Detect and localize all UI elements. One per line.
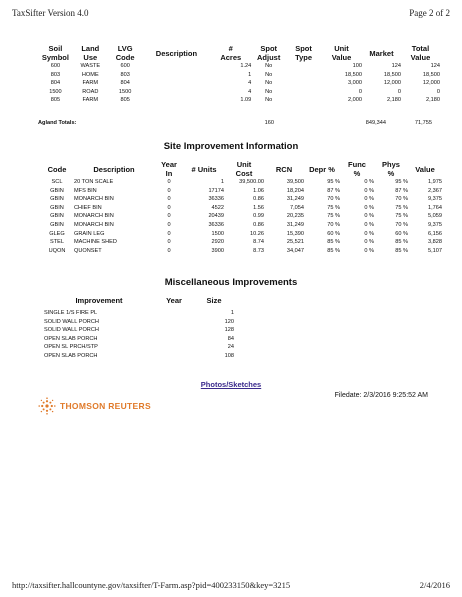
cell-func: 0 % — [364, 247, 374, 254]
cell-spot-type — [286, 96, 321, 105]
cell-market: 0 — [397, 88, 401, 95]
cell-phys: 95 % — [395, 179, 408, 185]
cell-year — [154, 343, 194, 352]
filedate: Filedate: 2/3/2016 9:25:52 AM — [334, 392, 428, 399]
cell-improvement: SOLID WALL PORCH — [44, 318, 99, 325]
footer-url: http://taxsifter.hallcountyne.gov/taxsifter/T-Farm.asp?pid=400233150&key=3215 — [12, 580, 291, 590]
site-title: Site Improvement Information — [163, 141, 299, 152]
cell-func: 0 % — [364, 230, 374, 237]
cell-code: GLEG — [49, 230, 65, 237]
cell-description — [143, 88, 211, 97]
cell-value: 2,367 — [428, 187, 442, 194]
cell-depr: 75 % — [327, 204, 340, 211]
col-size: Size — [206, 296, 222, 305]
cell-rcn: 18,204 — [286, 187, 304, 194]
thomson-reuters-logo-icon — [38, 397, 56, 415]
table-row — [38, 71, 440, 80]
cell-total-value: 0 — [436, 88, 440, 95]
table-row — [44, 309, 234, 318]
cell-year-in: 0 — [167, 221, 171, 228]
cell-units: 20439 — [208, 213, 224, 220]
misc-title: Miscellaneous Improvements — [164, 277, 298, 288]
cell-description: MONARCH BIN — [74, 213, 114, 220]
cell-func: 0 % — [364, 196, 374, 203]
cell-soil-symbol: 1500 — [49, 88, 62, 95]
cell-unit-cost: 8.73 — [253, 247, 264, 254]
cell-unit-cost: 8.74 — [253, 239, 264, 246]
table-row — [40, 187, 442, 196]
misc-table — [44, 296, 234, 361]
col-spot-adjust: Spot Adjust — [257, 44, 281, 62]
cell-units: 3900 — [211, 247, 224, 254]
cell-description — [143, 71, 211, 80]
cell-value: 5,107 — [428, 247, 442, 254]
cell-code: SCL — [51, 179, 63, 185]
cell-unit-cost: 1.06 — [253, 187, 264, 194]
cell-value: 9,375 — [428, 221, 442, 228]
cell-unit-cost: 0.86 — [253, 221, 264, 228]
app-title: TaxSifter Version 4.0 — [12, 8, 89, 18]
cell-lvg-code: 803 — [120, 71, 130, 78]
table-row — [40, 238, 442, 247]
cell-units: 1 — [220, 179, 224, 185]
cell-land-use: WASTE — [80, 63, 101, 69]
photos-sketches-link[interactable]: Photos/Sketches — [200, 380, 262, 389]
cell-depr: 85 % — [327, 247, 340, 254]
cell-value: 3,828 — [428, 239, 442, 246]
cell-phys: 70 % — [395, 196, 408, 203]
cell-unit-cost: 0.86 — [253, 196, 264, 203]
cell-spot-type — [286, 88, 321, 97]
cell-rcn: 15,390 — [286, 230, 304, 237]
cell-soil-symbol: 803 — [50, 71, 61, 78]
cell-rcn: 25,521 — [286, 239, 304, 246]
cell-unit-value: 100 — [352, 63, 362, 69]
table-row — [40, 212, 442, 221]
cell-rcn: 31,249 — [286, 221, 304, 228]
cell-year — [154, 352, 194, 361]
col-year: Year — [166, 296, 182, 305]
cell-units: 2920 — [211, 239, 224, 246]
col-func: Func % — [348, 160, 366, 178]
col-total-value: Total Value — [410, 44, 431, 62]
cell-depr: 85 % — [327, 239, 340, 246]
cell-year-in: 0 — [167, 247, 171, 254]
cell-phys: 85 % — [395, 247, 408, 254]
agland-header — [38, 44, 440, 62]
table-row — [40, 178, 442, 187]
col-rcn: RCN — [275, 164, 293, 174]
cell-land-use: ROAD — [82, 88, 99, 95]
col-soil-symbol: Soil Symbol — [41, 44, 69, 62]
agland-totals-total: 71,755 — [414, 120, 432, 126]
cell-year — [154, 326, 194, 335]
cell-description: GRAIN LEG — [74, 230, 105, 237]
cell-depr: 87 % — [327, 187, 340, 194]
cell-depr: 70 % — [327, 221, 340, 228]
cell-soil-symbol: 804 — [50, 80, 61, 87]
cell-acres: 4 — [248, 88, 252, 95]
cell-units: 36336 — [208, 196, 224, 203]
page-label: Page 2 of 2 — [409, 8, 450, 18]
cell-spot-adjust: No — [265, 71, 273, 78]
cell-description: MONARCH BIN — [74, 221, 114, 228]
cell-description: MFS BIN — [74, 187, 97, 194]
site-header — [40, 160, 442, 178]
cell-market: 2,180 — [386, 97, 401, 104]
cell-year-in: 0 — [167, 179, 171, 185]
cell-unit-value: 2,000 — [348, 97, 362, 104]
cell-depr: 60 % — [327, 230, 340, 237]
cell-spot-type — [286, 62, 321, 71]
cell-size: 108 — [224, 352, 234, 359]
cell-total-value: 124 — [430, 63, 440, 69]
cell-func: 0 % — [364, 187, 374, 194]
cell-description: CHIEF BIN — [74, 204, 102, 211]
cell-unit-cost: 39,500.00 — [239, 179, 264, 185]
cell-code: GBIN — [50, 221, 64, 228]
cell-code: STEL — [50, 239, 64, 246]
cell-func: 0 % — [364, 221, 374, 228]
col-market: Market — [369, 48, 394, 58]
cell-units: 17174 — [208, 187, 224, 194]
cell-size: 24 — [227, 344, 234, 351]
cell-spot-type — [286, 79, 321, 88]
cell-func: 0 % — [364, 213, 374, 220]
cell-total-value: 12,000 — [422, 80, 440, 87]
cell-lvg-code: 1500 — [118, 88, 132, 95]
cell-phys: 85 % — [395, 239, 408, 246]
col-lvg-code: LVG Code — [115, 44, 135, 62]
cell-unit-cost: 0.99 — [253, 213, 264, 220]
cell-lvg-code: 805 — [120, 97, 130, 104]
footer-date: 2/4/2016 — [419, 580, 450, 590]
cell-improvement: OPEN SL PRCH/STP — [44, 344, 98, 351]
cell-description — [143, 96, 211, 105]
cell-spot-adjust: No — [265, 88, 273, 95]
col-unit-value: Unit Value — [331, 44, 352, 62]
cell-code: UQON — [48, 247, 66, 254]
cell-phys: 87 % — [395, 187, 408, 194]
cell-code: GBIN — [50, 204, 64, 211]
cell-phys: 60 % — [395, 230, 408, 237]
cell-func: 0 % — [364, 204, 374, 211]
cell-rcn: 39,500 — [286, 179, 304, 185]
cell-improvement: SINGLE 1/S FIRE PL — [44, 310, 98, 316]
cell-description — [143, 79, 211, 88]
cell-value: 6,156 — [428, 230, 442, 237]
cell-soil-symbol: 600 — [50, 63, 61, 69]
cell-code: GBIN — [50, 187, 64, 194]
col-land-use: Land Use — [81, 44, 100, 62]
cell-market: 12,000 — [383, 80, 401, 87]
cell-value: 9,375 — [428, 196, 442, 203]
table-row — [38, 96, 440, 105]
cell-unit-value: 0 — [358, 88, 362, 95]
cell-depr: 75 % — [327, 213, 340, 220]
col-unit-cost: Unit Cost — [235, 160, 253, 178]
cell-lvg-code: 600 — [120, 63, 130, 69]
col-acres: # Acres — [220, 44, 242, 62]
cell-func: 0 % — [364, 179, 374, 185]
cell-year — [154, 309, 194, 318]
col-spot-type: Spot Type — [295, 44, 313, 62]
cell-acres: 1.24 — [240, 63, 252, 69]
table-row — [38, 88, 440, 97]
table-row — [40, 221, 442, 230]
cell-value: 1,764 — [428, 204, 442, 211]
cell-spot-type — [286, 71, 321, 80]
agland-body — [38, 62, 440, 105]
table-row — [44, 352, 234, 361]
cell-description: 20 TON SCALE — [74, 179, 114, 185]
cell-improvement: OPEN SLAB PORCH — [44, 352, 98, 359]
cell-year-in: 0 — [167, 187, 171, 194]
cell-total-value: 18,500 — [422, 71, 440, 78]
cell-rcn: 20,235 — [286, 213, 304, 220]
misc-body — [44, 309, 234, 361]
table-row — [40, 230, 442, 239]
table-row — [44, 318, 234, 327]
cell-depr: 70 % — [327, 196, 340, 203]
col-depr: Depr % — [309, 164, 335, 174]
col-value: Value — [415, 164, 435, 174]
cell-total-value: 2,180 — [426, 97, 440, 104]
col-code: Code — [47, 164, 67, 174]
col-phys: Phys % — [382, 160, 400, 178]
cell-unit-cost: 10.26 — [250, 230, 264, 237]
table-row — [38, 62, 440, 71]
col-description: Description — [93, 164, 135, 174]
cell-acres: 1 — [248, 71, 252, 78]
cell-rcn: 34,047 — [286, 247, 304, 254]
cell-description — [143, 62, 211, 71]
table-row — [40, 195, 442, 204]
cell-acres: 4 — [248, 80, 252, 87]
agland-totals-acres: 160 — [264, 120, 274, 126]
brand-logo — [38, 397, 151, 415]
cell-spot-adjust: No — [265, 97, 273, 104]
cell-phys: 75 % — [395, 213, 408, 220]
brand-name: THOMSON REUTERS — [60, 401, 151, 411]
cell-code: GBIN — [50, 213, 64, 220]
cell-spot-adjust: No — [265, 63, 273, 69]
cell-year-in: 0 — [167, 230, 171, 237]
cell-spot-adjust: No — [265, 80, 273, 87]
table-row — [44, 343, 234, 352]
cell-phys: 70 % — [395, 221, 408, 228]
cell-year-in: 0 — [167, 204, 171, 211]
cell-code: GBIN — [50, 196, 64, 203]
cell-description: MACHINE SHED — [74, 239, 117, 246]
cell-improvement: SOLID WALL PORCH — [44, 327, 99, 334]
agland-table — [38, 44, 440, 105]
cell-size: 1 — [230, 310, 234, 316]
cell-unit-value: 18,500 — [344, 71, 362, 78]
cell-rcn: 31,249 — [286, 196, 304, 203]
cell-market: 124 — [391, 63, 401, 69]
cell-soil-symbol: 805 — [50, 97, 61, 104]
agland-totals-market: 849,344 — [365, 120, 386, 126]
cell-size: 84 — [227, 335, 234, 342]
agland-totals-label: Agland Totals: — [38, 120, 77, 126]
table-row — [44, 326, 234, 335]
col-units: # Units — [191, 164, 217, 174]
cell-year-in: 0 — [167, 196, 171, 203]
cell-unit-cost: 1.56 — [253, 204, 264, 211]
misc-header — [44, 296, 234, 309]
cell-acres: 1.09 — [240, 97, 252, 104]
col-improvement: Improvement — [75, 296, 123, 305]
cell-lvg-code: 804 — [120, 80, 130, 87]
col-year-in: Year In — [161, 160, 177, 178]
site-body — [40, 178, 442, 255]
cell-improvement: OPEN SLAB PORCH — [44, 335, 98, 342]
cell-land-use: HOME — [81, 71, 99, 78]
cell-size: 128 — [224, 327, 234, 334]
cell-year-in: 0 — [167, 213, 171, 220]
table-row — [40, 204, 442, 213]
cell-year-in: 0 — [167, 239, 171, 246]
table-row — [40, 247, 442, 256]
site-table — [40, 160, 442, 255]
cell-description: MONARCH BIN — [74, 196, 114, 203]
cell-depr: 95 % — [327, 179, 340, 185]
cell-unit-value: 3,000 — [348, 80, 362, 87]
cell-phys: 75 % — [395, 204, 408, 211]
cell-year — [154, 318, 194, 327]
cell-market: 18,500 — [383, 71, 401, 78]
cell-value: 5,059 — [428, 213, 442, 220]
cell-units: 4522 — [211, 204, 224, 211]
cell-land-use: FARM — [82, 80, 99, 87]
cell-func: 0 % — [364, 239, 374, 246]
cell-units: 36336 — [208, 221, 224, 228]
col-description: Description — [155, 48, 198, 58]
cell-units: 1500 — [211, 230, 224, 237]
cell-value: 1,975 — [428, 179, 442, 185]
cell-year — [154, 335, 194, 344]
cell-land-use: FARM — [82, 97, 99, 104]
cell-description: QUONSET — [74, 247, 102, 254]
cell-rcn: 7,054 — [290, 204, 304, 211]
table-row — [38, 79, 440, 88]
cell-size: 120 — [224, 318, 234, 325]
table-row — [44, 335, 234, 344]
